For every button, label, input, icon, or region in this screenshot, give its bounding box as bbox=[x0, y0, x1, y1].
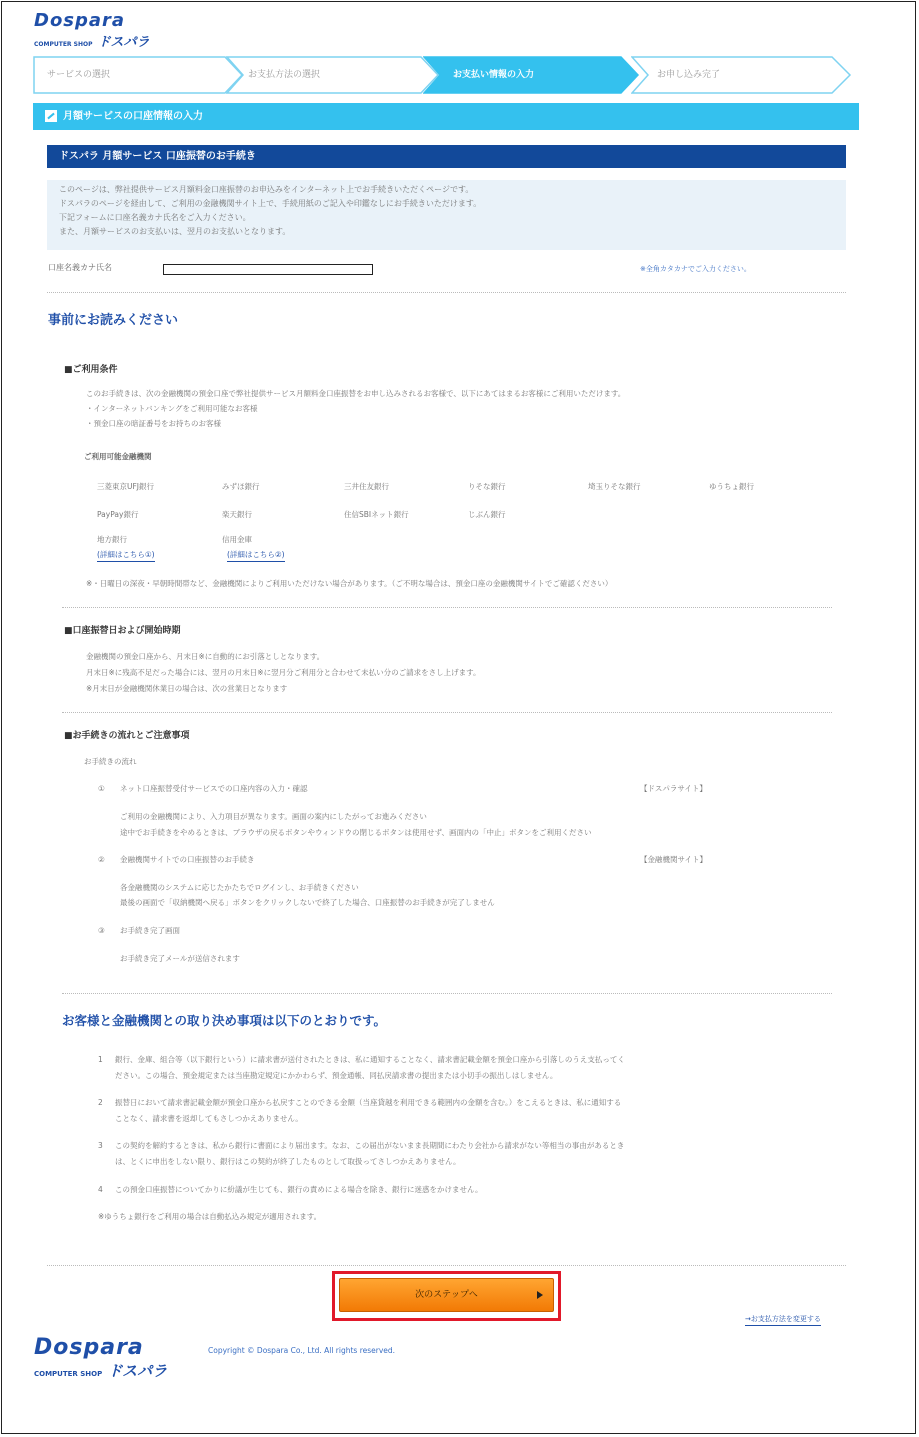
flow-step-num: ③ bbox=[98, 926, 105, 935]
bank-name: 埼玉りそな銀行 bbox=[588, 482, 641, 491]
agreement-num: 4 bbox=[98, 1185, 103, 1194]
flow-step-line: 各金融機関のシステムに応じたかたちでログインし、お手続きください bbox=[120, 883, 359, 892]
bank-name: 楽天銀行 bbox=[222, 510, 252, 519]
account-name-label: 口座名義カナ氏名 bbox=[48, 263, 112, 272]
detail-link-shinkin[interactable]: (詳細はこちら②) bbox=[227, 549, 285, 562]
flow-step-tag: 【金融機関サイト】 bbox=[640, 855, 707, 864]
step-indicator bbox=[33, 56, 853, 94]
bank-name: 地方銀行 bbox=[97, 535, 127, 544]
flow-step-title: ネット口座振替受付サービスでの口座内容の入力・確認 bbox=[120, 784, 308, 793]
step-1-label: サービスの選択 bbox=[47, 70, 111, 80]
divider bbox=[47, 1265, 846, 1266]
conditions-line: このお手続きは、次の金融機関の預金口座で弊社提供サービス月額料金口座振替をお申し込みされるお客様で、以下にあてはまるお客様にご利用いただけます。 bbox=[86, 389, 626, 398]
section-title-bar bbox=[33, 103, 859, 130]
flow-step-line: ご利用の金融機関により、入力項目が異なります。画面の案内にしたがってお進みください bbox=[120, 812, 427, 821]
agreement-line: は、とくに申出をしない限り、銀行はこの契約が終了したものとして取扱ってさしつかえありません。 bbox=[115, 1157, 461, 1166]
flow-step-title: お手続き完了画面 bbox=[120, 926, 180, 935]
step-2 bbox=[226, 56, 439, 94]
agreement-note: ※ゆうちょ銀行をご利用の場合は自動払込み規定が適用されます。 bbox=[98, 1212, 322, 1221]
agreement-line: ことなく、請求書を返却してもさしつかえありません。 bbox=[115, 1114, 303, 1123]
footer-logo-sub: COMPUTER SHOP bbox=[34, 1370, 103, 1378]
next-step-button[interactable] bbox=[339, 1278, 554, 1312]
bank-name: 三菱東京UFJ銀行 bbox=[97, 482, 155, 491]
agreement-line: 銀行、金庫、組合等（以下銀行という）に請求書が送付されたときは、私に通知することなく、請求書記載金額を預金口座から引落しのうえ支払ってく bbox=[115, 1055, 625, 1064]
account-name-note: ※全角カタカナでご入力ください。 bbox=[640, 265, 751, 273]
change-payment-link[interactable]: →お支払方法を変更する bbox=[745, 1314, 821, 1326]
agreement-num: 1 bbox=[98, 1055, 103, 1064]
flow-heading: ■お手続きの流れとご注意事項 bbox=[64, 731, 190, 741]
account-name-input[interactable] bbox=[163, 264, 373, 275]
logo-kana: ドスパラ bbox=[97, 35, 150, 50]
agreement-line: この契約を解約するときは、私から銀行に書面により届出ます。なお、この届出がないまま長期間にわたり会社から請求がない等相当の事由があるとき bbox=[115, 1141, 625, 1150]
logo-sub: COMPUTER SHOP bbox=[34, 41, 93, 48]
flow-step-line: お手続き完了メールが送信されます bbox=[120, 954, 240, 963]
bank-name: じぶん銀行 bbox=[468, 510, 506, 519]
flow-step-line: 途中でお手続きをやめるときは、ブラウザの戻るボタンやウィンドウの閉じるボタンは使用せず、画面内の「中止」ボタンをご利用ください bbox=[120, 828, 592, 837]
detail-link-regional[interactable]: (詳細はこちら①) bbox=[97, 549, 155, 562]
step-2-label: お支払方法の選択 bbox=[248, 70, 321, 80]
divider bbox=[47, 292, 846, 293]
flow-step-num: ① bbox=[98, 784, 105, 793]
bank-name: ゆうちょ銀行 bbox=[709, 482, 754, 491]
transfer-line: 月末日※に残高不足だった場合には、翌月の月末日※に翌月分ご利用分と合わせて未払い分のご請求をさし上げます。 bbox=[86, 668, 481, 677]
intro-line: ドスパラのページを経由して、ご利用の金融機関サイト上で、手続用紙のご記入や印鑑なしにお手続きいただけます。 bbox=[59, 199, 482, 208]
transfer-heading: ■口座振替日および開始時期 bbox=[64, 626, 181, 636]
agreement-line: ださい。この場合、預金規定または当座勘定規定にかかわらず、預金通帳、同払戻請求書の提出または小切手の振出しはしません。 bbox=[115, 1071, 558, 1080]
step-4-label: お申し込み完了 bbox=[657, 70, 721, 80]
agreement-line: この預金口座振替についてかりに紛議が生じても、銀行の責めによる場合を除き、銀行に迷惑をかけません。 bbox=[115, 1185, 483, 1194]
agreement-line: 振替日において請求書記載金額が預金口座から払戻すことのできる金額（当座貸越を利用できる範囲内の金額を含む。）をこえるときは、私に通知する bbox=[115, 1098, 622, 1107]
footer-logo-brand: Dospara bbox=[34, 1335, 144, 1360]
bank-name: りそな銀行 bbox=[468, 482, 506, 491]
logo-brand: Dospara bbox=[34, 10, 126, 31]
conditions-line: ・預金口座の暗証番号をお持ちのお客様 bbox=[86, 419, 221, 428]
intro-line: このページは、弊社提供サービス月額料金口座振替のお申込みをインターネット上でお手続きいただくページです。 bbox=[59, 185, 474, 194]
conditions-note: ※・日曜日の深夜・早朝時間帯など、金融機関によりご利用いただけない場合があります。（ご不明な場合は、預金口座の金融機関サイトでご確認ください） bbox=[86, 579, 613, 588]
flow-sub: お手続きの流れ bbox=[84, 757, 137, 766]
subsection-title: ドスパラ 月額サービス 口座振替のお手続き bbox=[47, 145, 846, 168]
section-title: 月額サービスの口座情報の入力 bbox=[63, 111, 203, 122]
divider bbox=[62, 712, 832, 713]
pencil-icon bbox=[45, 110, 57, 122]
bank-name: みずほ銀行 bbox=[222, 482, 260, 491]
bank-name: 住信SBIネット銀行 bbox=[344, 510, 409, 519]
copyright: Copyright © Dospara Co., Ltd. All rights reserved. bbox=[208, 1346, 396, 1355]
dospara-logo[interactable] bbox=[34, 10, 149, 50]
divider bbox=[62, 993, 832, 994]
footer-logo-kana: ドスパラ bbox=[107, 1362, 168, 1380]
bank-name: 信用金庫 bbox=[222, 535, 252, 544]
agreement-num: 2 bbox=[98, 1098, 103, 1107]
read-first-heading: 事前にお読みください bbox=[48, 313, 179, 328]
bank-name: PayPay銀行 bbox=[97, 510, 139, 519]
transfer-line: ※月末日が金融機関休業日の場合は、次の営業日となります bbox=[86, 684, 288, 693]
intro-line: 下記フォームに口座名義カナ氏名をご入力ください。 bbox=[59, 213, 251, 222]
intro-line: また、月額サービスのお支払いは、翌月のお支払いとなります。 bbox=[59, 227, 291, 236]
conditions-heading: ■ご利用条件 bbox=[64, 365, 118, 375]
flow-step-num: ② bbox=[98, 855, 105, 864]
step-1 bbox=[33, 56, 243, 94]
step-4 bbox=[631, 56, 853, 94]
agreement-num: 3 bbox=[98, 1141, 103, 1150]
transfer-line: 金融機関の預金口座から、月末日※に自動的にお引落としとなります。 bbox=[86, 652, 325, 661]
flow-step-tag: 【ドスパラサイト】 bbox=[640, 784, 707, 793]
divider bbox=[62, 607, 832, 608]
conditions-line: ・インターネットバンキングをご利用可能なお客様 bbox=[86, 404, 258, 413]
flow-step-title: 金融機関サイトでの口座振替のお手続き bbox=[120, 855, 255, 864]
step-3-active bbox=[423, 56, 639, 94]
flow-step-line: 最後の画面で「収納機関へ戻る」ボタンをクリックしないで終了した場合、口座振替のお手続きが完了しません bbox=[120, 898, 495, 907]
play-arrow-icon bbox=[537, 1291, 543, 1299]
footer-logo[interactable] bbox=[34, 1335, 167, 1381]
banks-heading: ご利用可能金融機関 bbox=[84, 452, 152, 461]
agreement-heading: お客様と金融機関との取り決め事項は以下のとおりです。 bbox=[62, 1013, 387, 1028]
intro-box bbox=[47, 180, 846, 250]
next-step-label: 次のステップへ bbox=[415, 1290, 478, 1300]
bank-name: 三井住友銀行 bbox=[344, 482, 389, 491]
step-3-label: お支払い情報の入力 bbox=[453, 70, 535, 80]
